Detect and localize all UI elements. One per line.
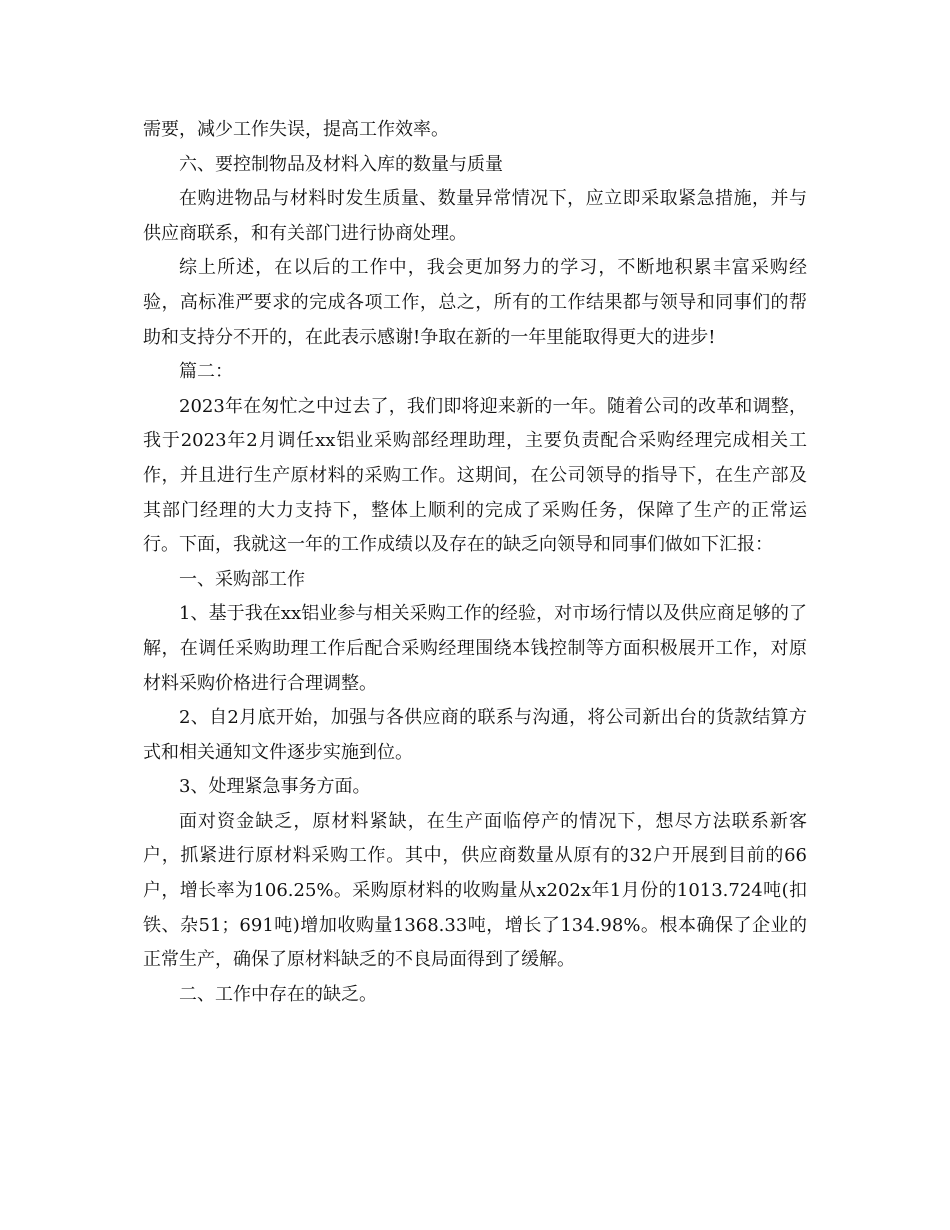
paragraph-emergency: 面对资金缺乏，原材料紧缺，在生产面临停产的情况下，想尽方法联系新客户，抓紧进行原材料采购工作。其中，供应商数量从原有的32户开展到目前的66户，增长率为106.25%。采购原材料的收购量从x202x年1月份的1013.724吨(扣铁、杂51；691吨)增加收购量1368.33吨，增长了134.98%。根本确保了企业的正常生产，确保了原材料缺乏的不良局面得到了缓解。 bbox=[143, 810, 807, 971]
document-body bbox=[143, 113, 807, 1012]
paragraph-3: 在购进物品与材料时发生质量、数量异常情况下，应立即采取紧急措施，并与供应商联系，和有关部门进行协商处理。 bbox=[143, 188, 807, 244]
heading-shortcomings: 二、工作中存在的缺乏。 bbox=[179, 983, 377, 1005]
list-item-2: 2、自2月底开始，加强与各供应商的联系与沟通，将公司新出台的货款结算方式和相关通知文件逐步实施到位。 bbox=[143, 707, 807, 763]
paragraph-1: 需要，减少工作失误，提高工作效率。 bbox=[143, 119, 449, 140]
heading-section-6: 六、要控制物品及材料入库的数量与质量 bbox=[179, 153, 503, 175]
paragraph-summary: 综上所述，在以后的工作中，我会更加努力的学习，不断地积累丰富采购经验，高标准严要求的完成各项工作，总之，所有的工作结果都与领导和同事们的帮助和支持分不开的，在此表示感谢!争取在新的一年里能取得更大的进步! bbox=[143, 257, 807, 348]
list-item-3: 3、处理紧急事务方面。 bbox=[179, 776, 371, 798]
list-item-1: 1、基于我在xx铝业参与相关采购工作的经验，对市场行情以及供应商足够的了解，在调任采购助理工作后配合采购经理围绕本钱控制等方面积极展开工作，对原材料采购价格进行合理调整。 bbox=[143, 603, 807, 694]
heading-part-two: 篇二： bbox=[179, 361, 233, 383]
paragraph-intro: 2023年在匆忙之中过去了，我们即将迎来新的一年。随着公司的改革和调整，我于2023年2月调任xx铝业采购部经理助理，主要负责配合采购经理完成相关工作，并且进行生产原材料的采购工作。这期间，在公司领导的指导下，在生产部及其部门经理的大力支持下，整体上顺利的完成了采购任务，保障了生产的正常运行。下面，我就这一年的工作成绩以及存在的缺乏向领导和同事们做如下汇报： bbox=[143, 395, 807, 556]
heading-purchasing-work: 一、采购部工作 bbox=[179, 568, 305, 590]
